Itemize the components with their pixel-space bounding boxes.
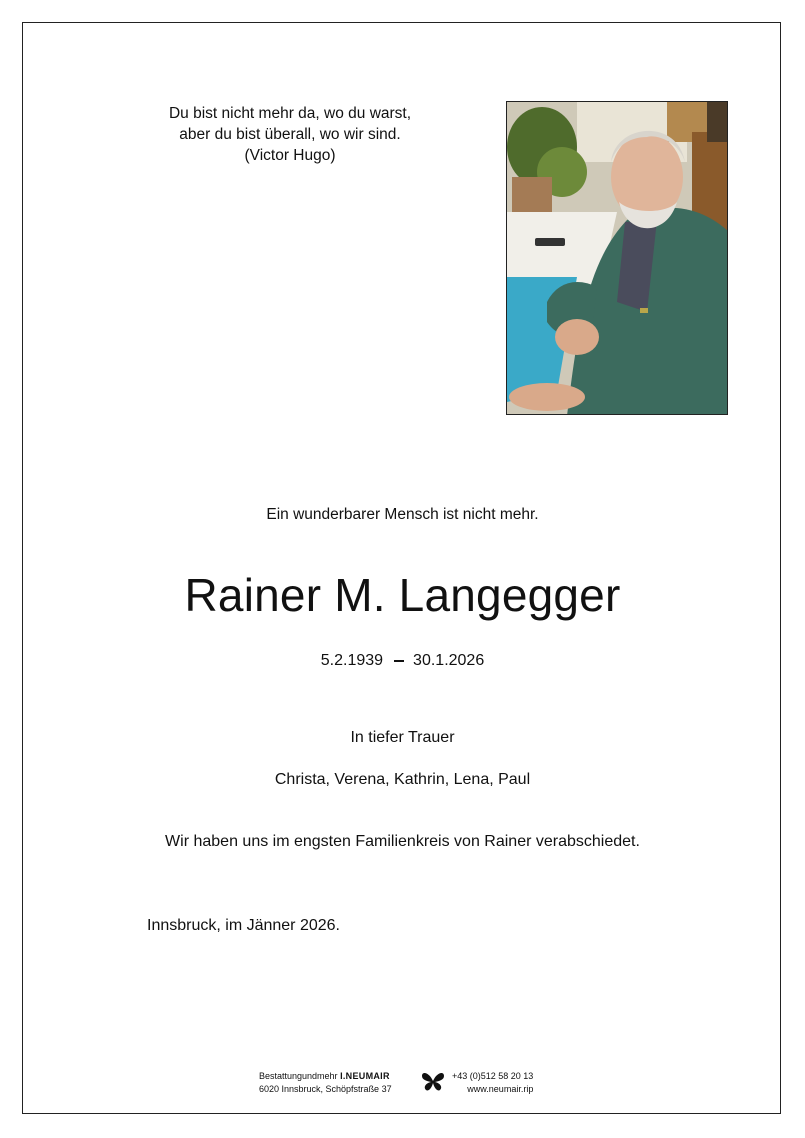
footer-contact [452,1070,533,1096]
family-names: Christa, Verena, Kathrin, Lena, Paul [274,771,531,788]
quote-line: aber du bist überall, wo wir sind. [179,126,401,143]
portrait-illustration [507,102,728,415]
place-date: Innsbruck, im Jänner 2026. [147,917,340,934]
intro-text: Ein wunderbarer Mensch ist nicht mehr. [266,506,539,523]
deceased-name: Rainer M. Langegger [184,569,621,621]
mourning-text: In tiefer Trauer [350,729,455,746]
birth-date: 5.2.1939 [320,652,384,669]
footer-company [259,1070,392,1096]
life-dates [0,652,805,670]
butterfly-icon [420,1068,446,1099]
quote [140,103,440,166]
date-dash [394,660,404,662]
company-address: 6020 Innsbruck, Schöpfstraße 37 [259,1084,392,1094]
quote-line: Du bist nicht mehr da, wo du warst, [168,105,412,122]
quote-author: (Victor Hugo) [244,147,336,164]
company-phone: +43 (0)512 58 20 13 [452,1071,534,1081]
company-prefix: Bestattungundmehr [259,1071,338,1081]
death-date: 30.1.2026 [413,652,485,669]
farewell-text: Wir haben uns im engsten Familienkreis von Rainer verabschiedet. [165,833,640,850]
company-name: I.NEUMAIR [340,1071,390,1081]
company-website: www.neumair.rip [467,1084,534,1094]
portrait-photo [506,101,728,415]
